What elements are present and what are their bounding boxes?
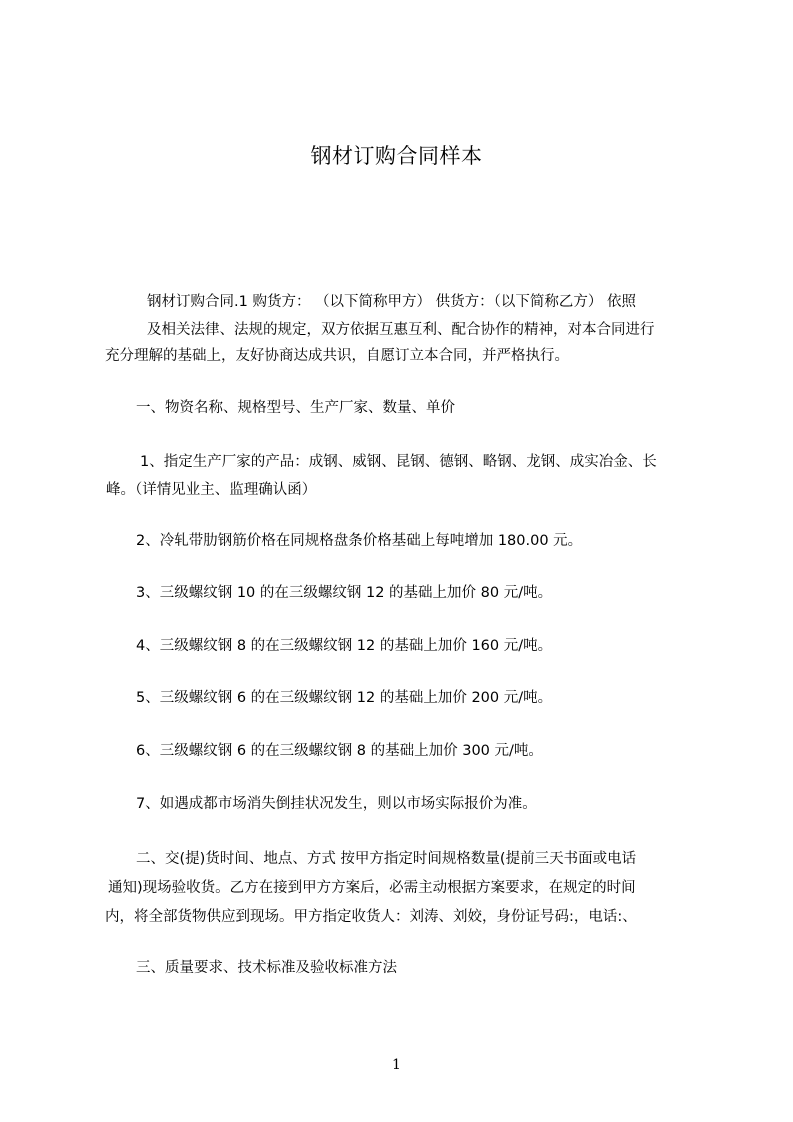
section1-item4: 4、三级螺纹钢 8 的在三级螺纹钢 12 的基础上加价 160 元/吨。	[136, 638, 553, 654]
section2-line-3: 内，将全部货物供应到现场。甲方指定收货人：刘涛、刘姣，身份证号码:，电话:、	[105, 909, 637, 925]
section1-item6: 6、三级螺纹钢 6 的在三级螺纹钢 8 的基础上加价 300 元/吨。	[136, 743, 543, 759]
section1-heading: 一、物资名称、规格型号、生产厂家、数量、单价	[136, 400, 455, 416]
intro-line-1: 钢材订购合同.1 购货方： （以下简称甲方） 供货方：（以下简称乙方） 依照	[147, 294, 637, 310]
section1-item2: 2、冷轧带肋钢筋价格在同规格盘条价格基础上每吨增加 180.00 元。	[136, 533, 583, 549]
section3-heading: 三、质量要求、技术标准及验收标准方法	[136, 960, 397, 976]
intro-line-2: 及相关法律、法规的规定，双方依据互惠互利、配合协作的精神，对本合同进行	[147, 322, 655, 338]
intro-line-3: 充分理解的基础上，友好协商达成共识，自愿订立本合同，并严格执行。	[105, 348, 569, 364]
section1-item3: 3、三级螺纹钢 10 的在三级螺纹钢 12 的基础上加价 80 元/吨。	[136, 585, 553, 601]
document-title: 钢材订购合同样本	[310, 144, 483, 168]
section1-item1-line2: 峰。（详情见业主、监理确认函）	[106, 482, 317, 498]
section1-item5: 5、三级螺纹钢 6 的在三级螺纹钢 12 的基础上加价 200 元/吨。	[136, 690, 553, 706]
section1-item7: 7、如遇成都市场消失倒挂状况发生，则以市场实际报价为准。	[136, 796, 537, 812]
section2-line-2: 通知)现场验收货。乙方在接到甲方方案后，必需主动根据方案要求，在规定的时间	[108, 880, 636, 896]
section1-item1-line1: 1、指定生产厂家的产品：成钢、威钢、昆钢、德钢、略钢、龙钢、成实冶金、长	[140, 454, 657, 470]
section2-line-1: 二、交(提)货时间、地点、方式 按甲方指定时间规格数量(提前三天书面或电话	[136, 851, 637, 867]
page-number: 1	[392, 1057, 401, 1073]
